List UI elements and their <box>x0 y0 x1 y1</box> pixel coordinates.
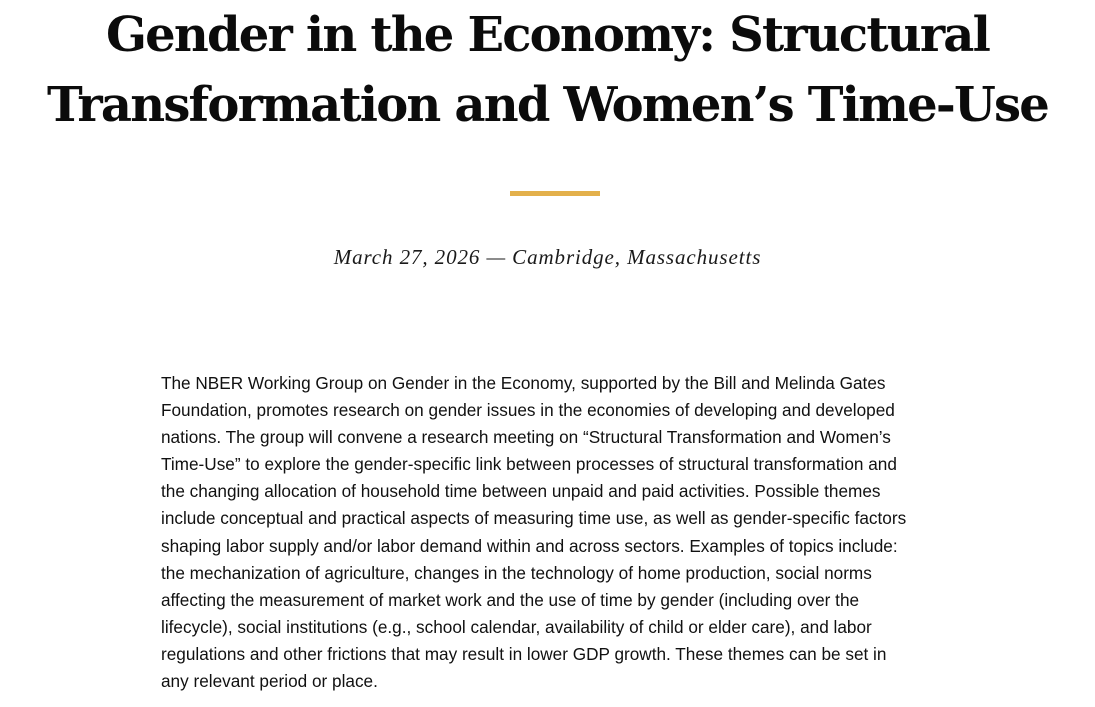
paragraph-line: Foundation, promotes research on gender issues in the economies of developing and developed <box>161 400 895 421</box>
paragraph-line: the changing allocation of household time between unpaid and paid activities. Possible themes <box>161 481 881 502</box>
paragraph-line: any relevant period or place. <box>161 671 378 692</box>
title-accent-divider <box>510 191 600 196</box>
event-location: Cambridge, Massachusetts <box>512 245 762 269</box>
paragraph-line: affecting the measurement of market work and the use of time by gender (including over the <box>161 589 860 610</box>
paragraph-line: regulations and other frictions that may result in lower GDP growth. These themes can be set in <box>161 643 887 664</box>
event-date-location <box>0 242 1095 272</box>
paragraph-line: lifecycle), social institutions (e.g., school calendar, availability of child or elder care), and labor <box>161 616 872 637</box>
paragraph-line: include conceptual and practical aspects of measuring time use, as well as gender-specific factors <box>161 508 907 529</box>
event-separator: — <box>486 245 507 269</box>
event-date: March 27, 2026 <box>333 245 481 269</box>
page-title-line-1: Gender in the Economy: Structural <box>105 7 990 63</box>
paragraph-line: nations. The group will convene a research meeting on “Structural Transformation and Women’s <box>161 427 891 448</box>
page-title-line-2: Transformation and Women’s Time-Use <box>47 77 1048 133</box>
page-title <box>0 0 1095 140</box>
description-paragraph <box>161 370 961 695</box>
paragraph-line: shaping labor supply and/or labor demand within and across sectors. Examples of topics include: <box>161 535 898 556</box>
paragraph-line: the mechanization of agriculture, changes in the technology of home production, social norms <box>161 562 872 583</box>
paragraph-line: The NBER Working Group on Gender in the Economy, supported by the Bill and Melinda Gates <box>161 373 886 393</box>
paragraph-line: Time-Use” to explore the gender-specific link between processes of structural transformation and <box>161 454 897 475</box>
